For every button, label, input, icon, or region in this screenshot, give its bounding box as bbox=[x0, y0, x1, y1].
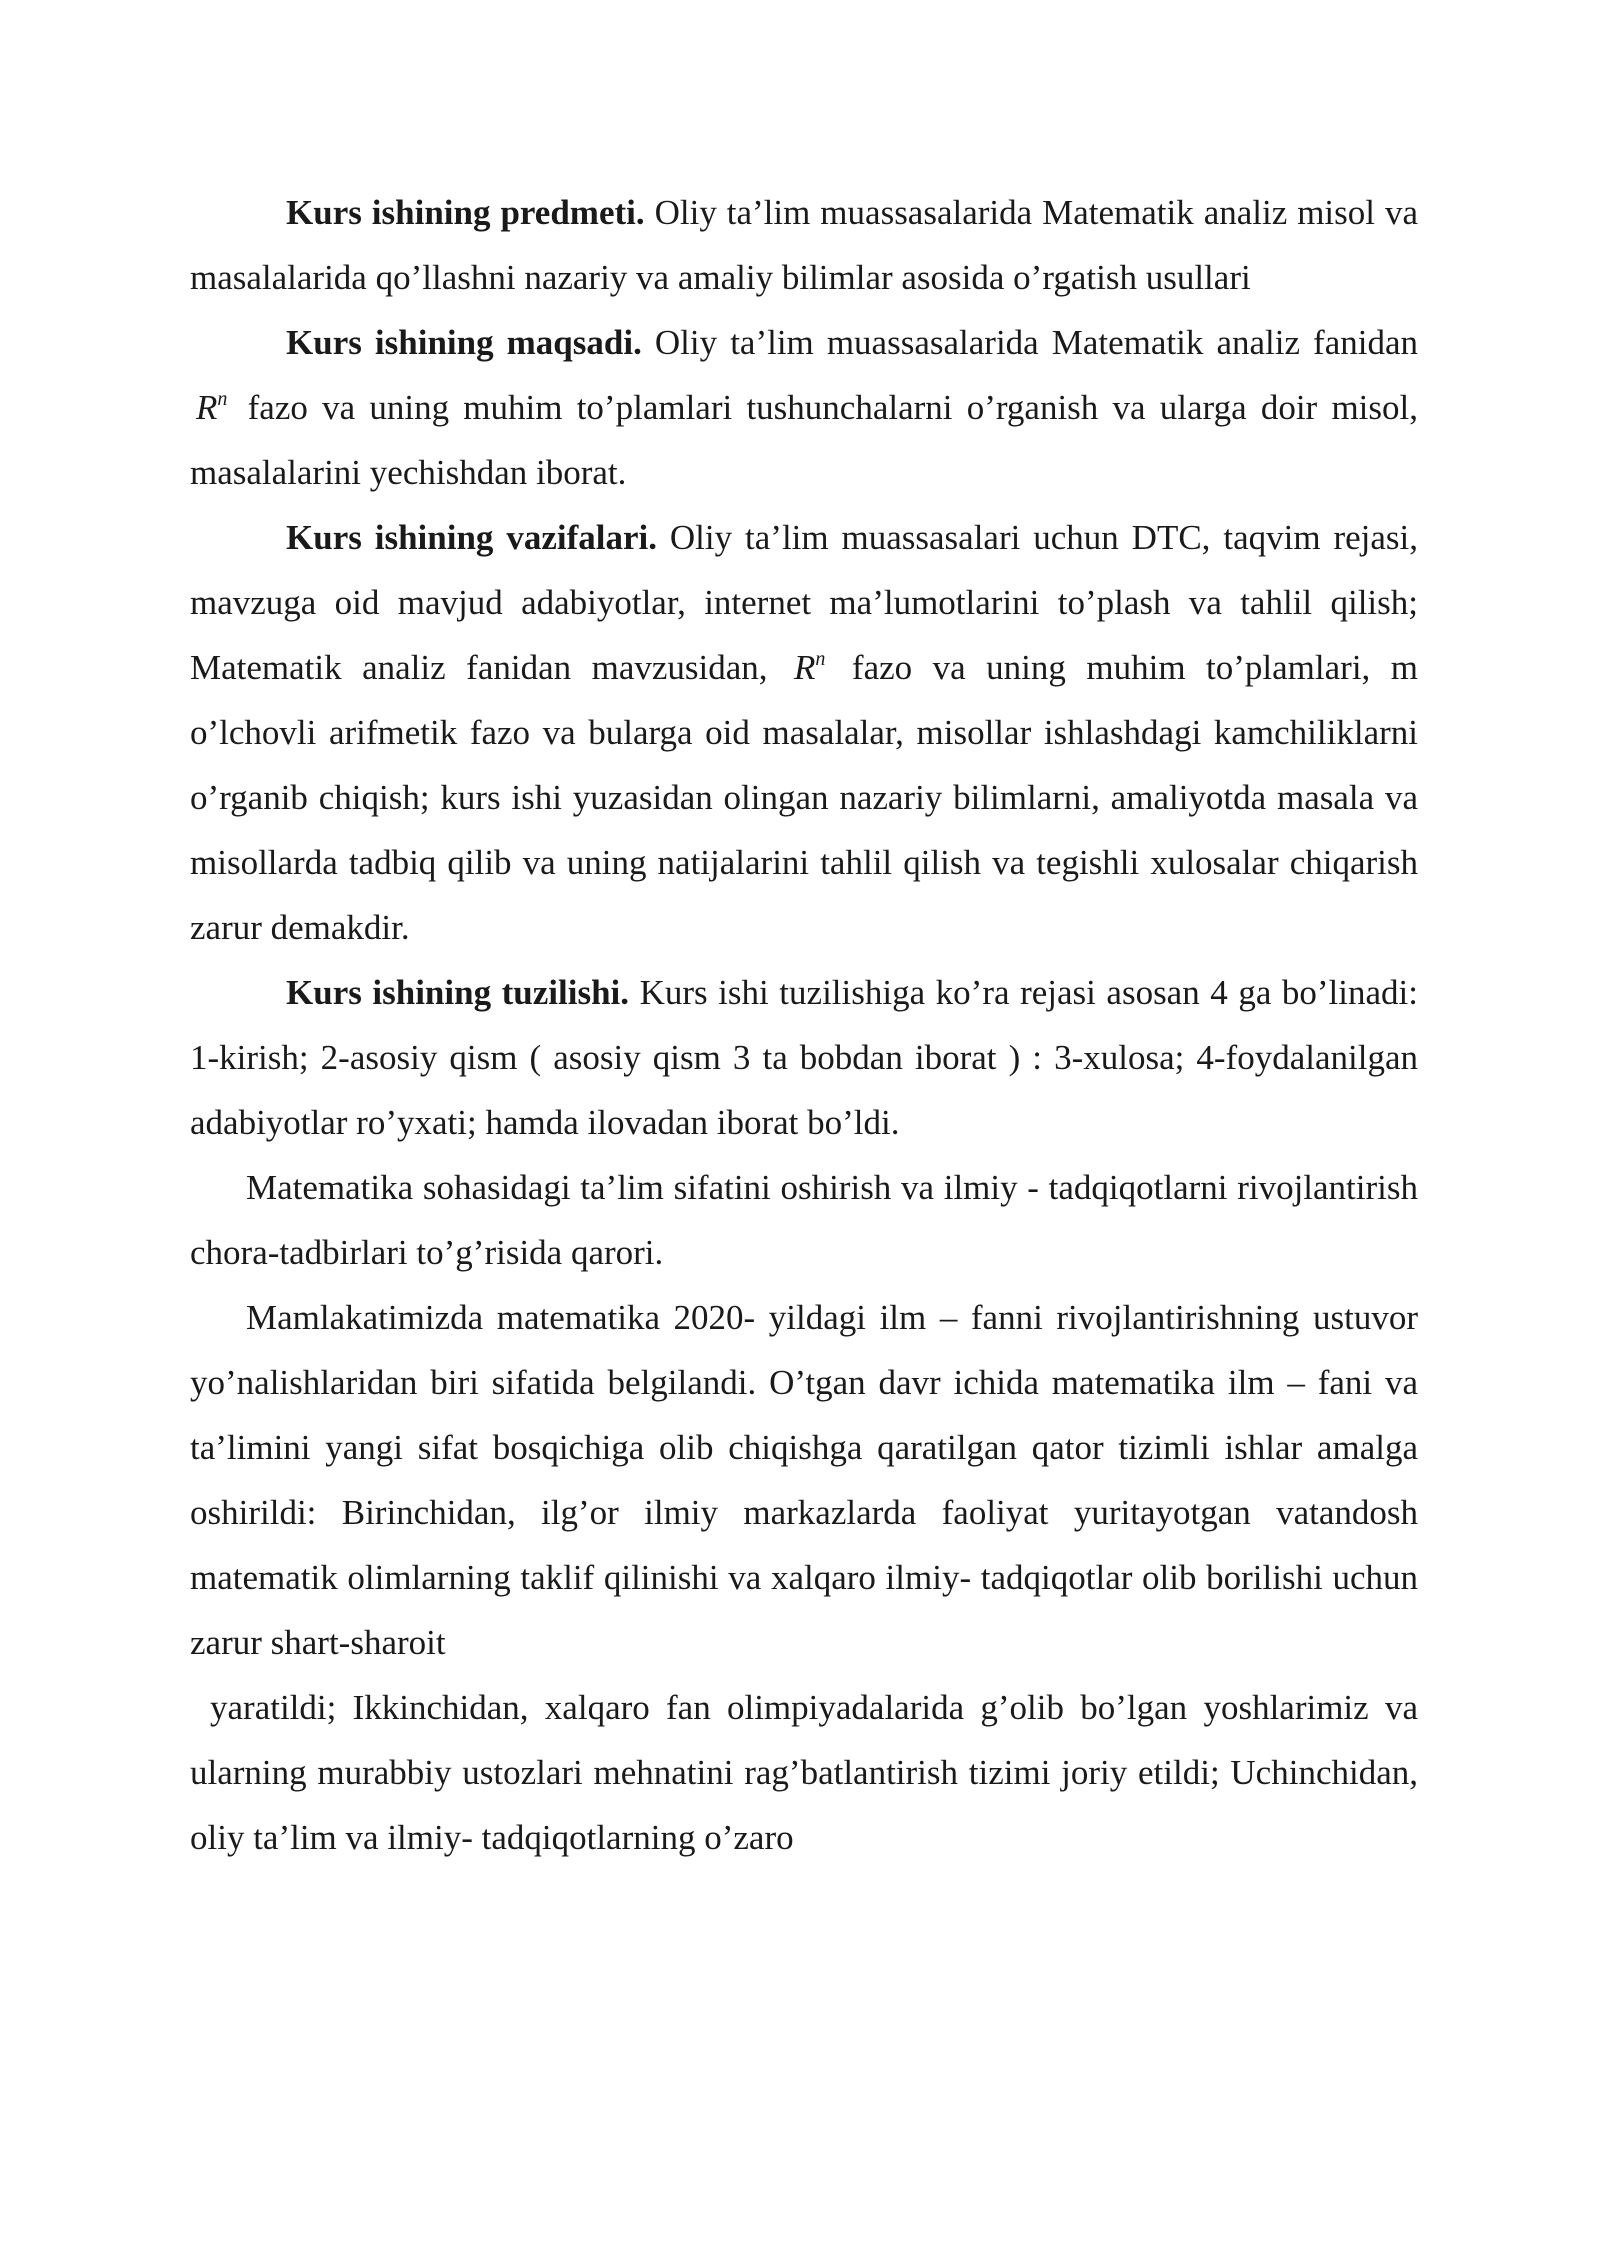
paragraph-text: fazo va uning muhim to’plamlari tushunchalarni o’rganish va ularga doir misol, masalalarini yechishdan iborat. bbox=[190, 388, 1418, 492]
paragraph-text: Kurs ishi tuzilishiga ko’ra rejasi asosan 4 ga bo’linadi: 1-kirish; 2-asosiy qism ( asosiy qism 3 ta bobdan iborat ) : 3-xulosa; 4-foydalanilgan adabiyotlar ro’yxati; hamda ilovadan iborat bo’ldi. bbox=[190, 973, 1418, 1142]
paragraph-text: Mamlakatimizda matematika 2020- yildagi ilm – fanni rivojlantirishning ustuvor yo’nalishlaridan biri sifatida belgilandi. O’tgan davr ichida matematika ilm – fani va ta’limini yangi sifat bosqichiga olib chiqishga qaratilgan qator tizimli ishlar amalga oshirildi: Birinchidan, ilg’or ilmiy markazlarda faoliyat yuritayotgan vatandosh matematik olimlarning taklif qilinishi va xalqaro ilmiy- tadqiqotlar olib borilishi uchun zarur shart-sharoit bbox=[190, 1298, 1418, 1662]
math-exponent: n bbox=[217, 388, 228, 410]
paragraph-qarori bbox=[190, 1155, 1418, 1285]
paragraph-lead: Kurs ishining tuzilishi. bbox=[286, 973, 630, 1012]
paragraph-lead: Kurs ishining maqsadi. bbox=[286, 323, 642, 362]
paragraph-maqsadi bbox=[190, 310, 1418, 505]
paragraph-text: yaratildi; Ikkinchidan, xalqaro fan olimpiyadalarida g’olib bo’lgan yoshlarimiz va ularning murabbiy ustozlari mehnatini rag’batlantirish tizimi joriy etildi; Uchinchidan, oliy ta’lim va ilmiy- tadqiqotlarning o’zaro bbox=[190, 1688, 1418, 1857]
paragraph-text: Matematika sohasidagi ta’lim sifatini oshirish va ilmiy - tadqiqotlarni rivojlantirish chora-tadbirlari to’g’risida qarori. bbox=[190, 1168, 1418, 1272]
paragraph-text: Oliy ta’lim muassasalarida Matematik analiz fanidan bbox=[641, 323, 1419, 362]
paragraph-text: Oliy ta’lim muassasalarida Matematik analiz misol va masalalarida qo’llashni nazariy va amaliy bilimlar asosida o’rgatish usullari bbox=[190, 193, 1418, 297]
paragraph-lead: Kurs ishining predmeti. bbox=[286, 193, 645, 232]
paragraph-vazifalari bbox=[190, 505, 1418, 960]
paragraph-text: Oliy ta’lim muassasalari uchun DTC, taqvim rejasi, mavzuga oid mavjud adabiyotlar, internet ma’lumotlarini to’plash va tahlil qilish; Matematik analiz fanidan mavzusidan, bbox=[190, 518, 1418, 687]
math-rn bbox=[788, 648, 831, 687]
math-exponent: n bbox=[815, 648, 826, 670]
document-page bbox=[190, 180, 1418, 1870]
paragraph-text: fazo va uning muhim to’plamlari, m o’lchovli arifmetik fazo va bularga oid masalalar, misollar ishlashdagi kamchiliklarni o’rganib chiqish; kurs ishi yuzasidan olingan nazariy bilimlarni, amaliyotda masala va misollarda tadbiq qilib va uning natijalarini tahlil qilish va tegishli xulosalar chiqarish zarur demakdir. bbox=[190, 648, 1419, 947]
math-base: R bbox=[196, 388, 218, 427]
paragraph-continuation bbox=[190, 1675, 1418, 1870]
paragraph-predmeti bbox=[190, 180, 1418, 310]
paragraph-lead: Kurs ishining vazifalari. bbox=[286, 518, 657, 557]
paragraph-mamlakatimizda bbox=[190, 1285, 1418, 1675]
math-base: R bbox=[794, 648, 816, 687]
math-rn bbox=[190, 388, 233, 427]
paragraph-tuzilishi bbox=[190, 960, 1418, 1155]
